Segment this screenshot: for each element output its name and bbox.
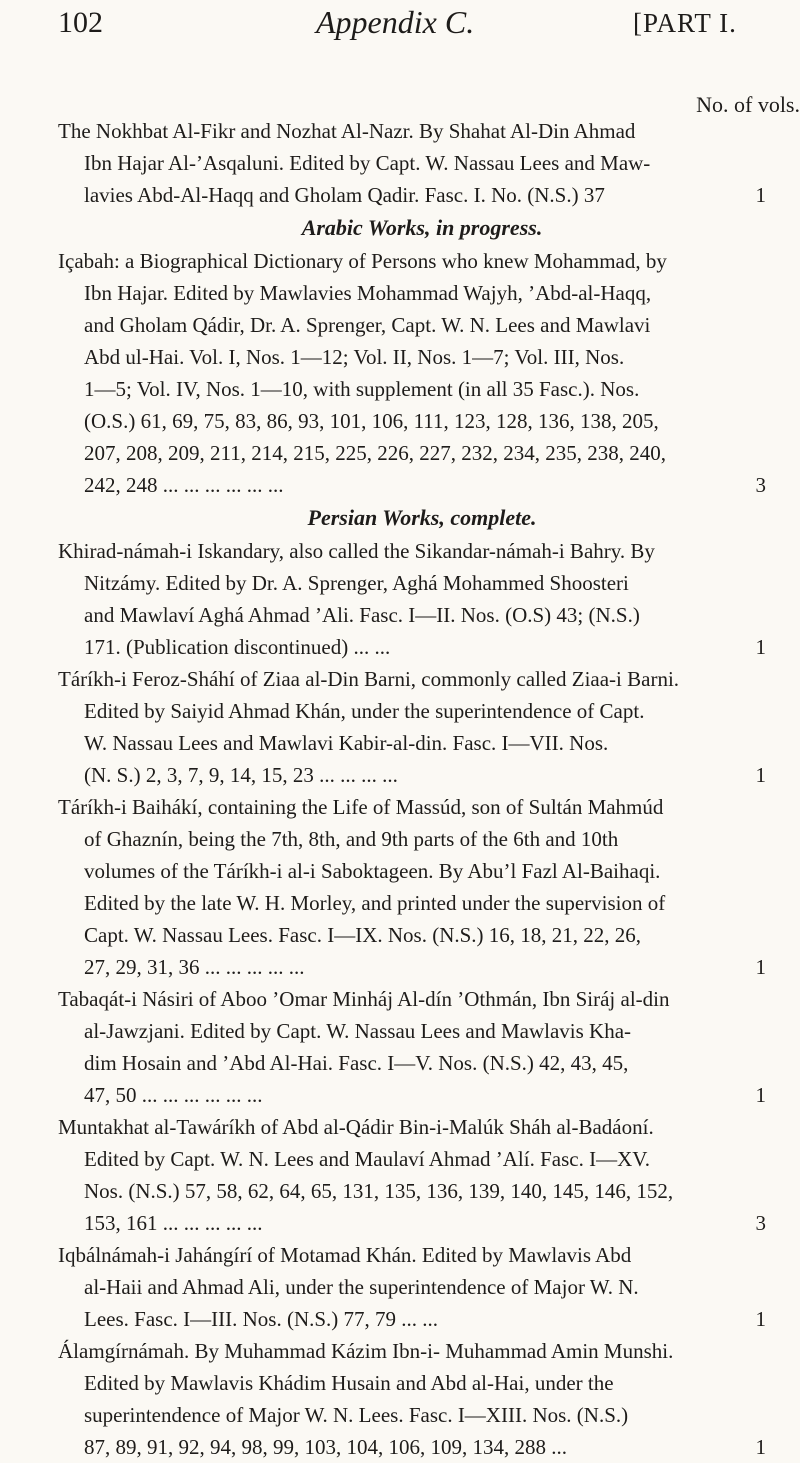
entry-line: Nitzámy. Edited by Dr. A. Sprenger, Aghá Mohammed Shoosteri	[84, 571, 629, 595]
entry-line: Lees. Fasc. I—III. Nos. (N.S.) 77, 79 ... ...	[84, 1307, 439, 1331]
vols-column-heading: No. of vols.	[696, 92, 800, 117]
page-number: 102	[58, 6, 103, 39]
entry-line: 87, 89, 91, 92, 94, 98, 99, 103, 104, 106, 109, 134, 288 ...	[84, 1435, 567, 1459]
entry-line: Táríkh-i Feroz-Sháhí of Ziaa al-Din Barni, commonly called Ziaa-i Barni.	[58, 667, 680, 691]
entry-line: 171. (Publication discontinued) ... ...	[84, 635, 391, 659]
running-title: Appendix C.	[316, 4, 475, 40]
volume-count: 1	[755, 635, 766, 659]
entry-line: (O.S.) 61, 69, 75, 83, 86, 93, 101, 106, 111, 123, 128, 136, 138, 205,	[84, 409, 659, 433]
catalogue-entry	[58, 535, 766, 663]
entry-line: 153, 161 ... ... ... ... ...	[84, 1211, 263, 1235]
volume-count: 1	[755, 1307, 766, 1331]
section-heading: Arabic Works, in progress.	[301, 215, 543, 240]
volume-count: 1	[755, 763, 766, 787]
volume-count: 3	[755, 473, 766, 497]
entry-line: Iqbálnámah-i Jahángírí of Motamad Khán. Edited by Mawlavis Abd	[58, 1243, 632, 1267]
entry-line: Edited by Saiyid Ahmad Khán, under the superintendence of Capt.	[84, 699, 645, 723]
entry-line: al-Jawzjani. Edited by Capt. W. Nassau Lees and Mawlavis Kha-	[84, 1019, 632, 1043]
entry-line: Tabaqát-i Násiri of Aboo ’Omar Minháj Al-dín ’Othmán, Ibn Siráj al-din	[58, 987, 670, 1011]
catalogue-entry	[58, 245, 766, 501]
entry-line: Içabah: a Biographical Dictionary of Persons who knew Mohammad, by	[58, 249, 667, 273]
entry-line: 242, 248 ... ... ... ... ... ...	[84, 473, 284, 497]
entry-line: W. Nassau Lees and Mawlavi Kabir-al-din. Fasc. I—VII. Nos.	[84, 731, 609, 755]
entry-line: volumes of the Táríkh-i al-i Saboktageen. By Abu’l Fazl Al-Baihaqi.	[84, 859, 661, 883]
entry-line: Khirad-námah-i Iskandary, also called the Sikandar-námah-i Bahry. By	[58, 539, 655, 563]
catalogue-entries	[58, 115, 766, 1463]
entry-line: Edited by Capt. W. N. Lees and Maulaví Ahmad ’Alí. Fasc. I—XV.	[84, 1147, 650, 1171]
entry-line: Ibn Hajar Al-’Asqaluni. Edited by Capt. W. Nassau Lees and Maw-	[84, 151, 651, 175]
entry-line: and Gholam Qádir, Dr. A. Sprenger, Capt. W. N. Lees and Mawlavi	[84, 313, 651, 337]
entry-line: lavies Abd-Al-Haqq and Gholam Qadir. Fasc. I. No. (N.S.) 37	[84, 183, 605, 207]
entry-line: Muntakhat al-Tawáríkh of Abd al-Qádir Bin-i-Malúk Sháh al-Badáoní.	[58, 1115, 654, 1139]
entry-line: Edited by the late W. H. Morley, and printed under the supervision of	[84, 891, 666, 915]
entry-line: al-Haii and Ahmad Ali, under the superintendence of Major W. N.	[84, 1275, 639, 1299]
entry-line: 207, 208, 209, 211, 214, 215, 225, 226, 227, 232, 234, 235, 238, 240,	[84, 441, 666, 465]
section-heading: Persian Works, complete.	[307, 505, 537, 530]
entry-line: and Mawlaví Aghá Ahmad ’Ali. Fasc. I—II. Nos. (O.S) 43; (N.S.)	[84, 603, 640, 627]
volume-count: 1	[755, 1083, 766, 1107]
entry-line: Táríkh-i Baihákí, containing the Life of Massúd, son of Sultán Mahmúd	[58, 795, 664, 819]
catalogue-entry	[58, 1239, 766, 1335]
part-label: [PART I.	[633, 8, 737, 38]
volume-count: 1	[755, 955, 766, 979]
entry-line: Edited by Mawlavis Khádim Husain and Abd al-Hai, under the	[84, 1371, 614, 1395]
volume-count: 1	[755, 183, 766, 207]
catalogue-entry	[58, 791, 766, 983]
entry-line: 1—5; Vol. IV, Nos. 1—10, with supplement (in all 35 Fasc.). Nos.	[84, 377, 640, 401]
entry-line: Ibn Hajar. Edited by Mawlavies Mohammad Wajyh, ’Abd-al-Haqq,	[84, 281, 652, 305]
entry-line: (N. S.) 2, 3, 7, 9, 14, 15, 23 ... ... ... ...	[84, 763, 398, 787]
entry-line: 27, 29, 31, 36 ... ... ... ... ...	[84, 955, 305, 979]
entry-line: The Nokhbat Al-Fikr and Nozhat Al-Nazr. By Shahat Al-Din Ahmad	[58, 119, 636, 143]
entry-line: of Ghaznín, being the 7th, 8th, and 9th parts of the 6th and 10th	[84, 827, 619, 851]
catalogue-entry	[58, 115, 766, 211]
entry-line: 47, 50 ... ... ... ... ... ...	[84, 1083, 263, 1107]
catalogue-entry	[58, 663, 766, 791]
entry-line: Abd ul-Hai. Vol. I, Nos. 1—12; Vol. II, Nos. 1—7; Vol. III, Nos.	[84, 345, 625, 369]
entry-line: Álamgírnámah. By Muhammad Kázim Ibn-i- Muhammad Amin Munshi.	[58, 1339, 674, 1363]
entry-line: Capt. W. Nassau Lees. Fasc. I—IX. Nos. (N.S.) 16, 18, 21, 22, 26,	[84, 923, 642, 947]
entry-line: dim Hosain and ’Abd Al-Hai. Fasc. I—V. Nos. (N.S.) 42, 43, 45,	[84, 1051, 629, 1075]
catalogue-entry	[58, 1335, 766, 1463]
catalogue-entry	[58, 983, 766, 1111]
catalogue-entry	[58, 1111, 766, 1239]
volume-count: 3	[755, 1211, 766, 1235]
page-header	[0, 0, 800, 60]
entry-line: Nos. (N.S.) 57, 58, 62, 64, 65, 131, 135, 136, 139, 140, 145, 146, 152,	[84, 1179, 674, 1203]
entry-line: superintendence of Major W. N. Lees. Fasc. I—XIII. Nos. (N.S.)	[84, 1403, 629, 1427]
volume-count: 1	[755, 1435, 766, 1459]
